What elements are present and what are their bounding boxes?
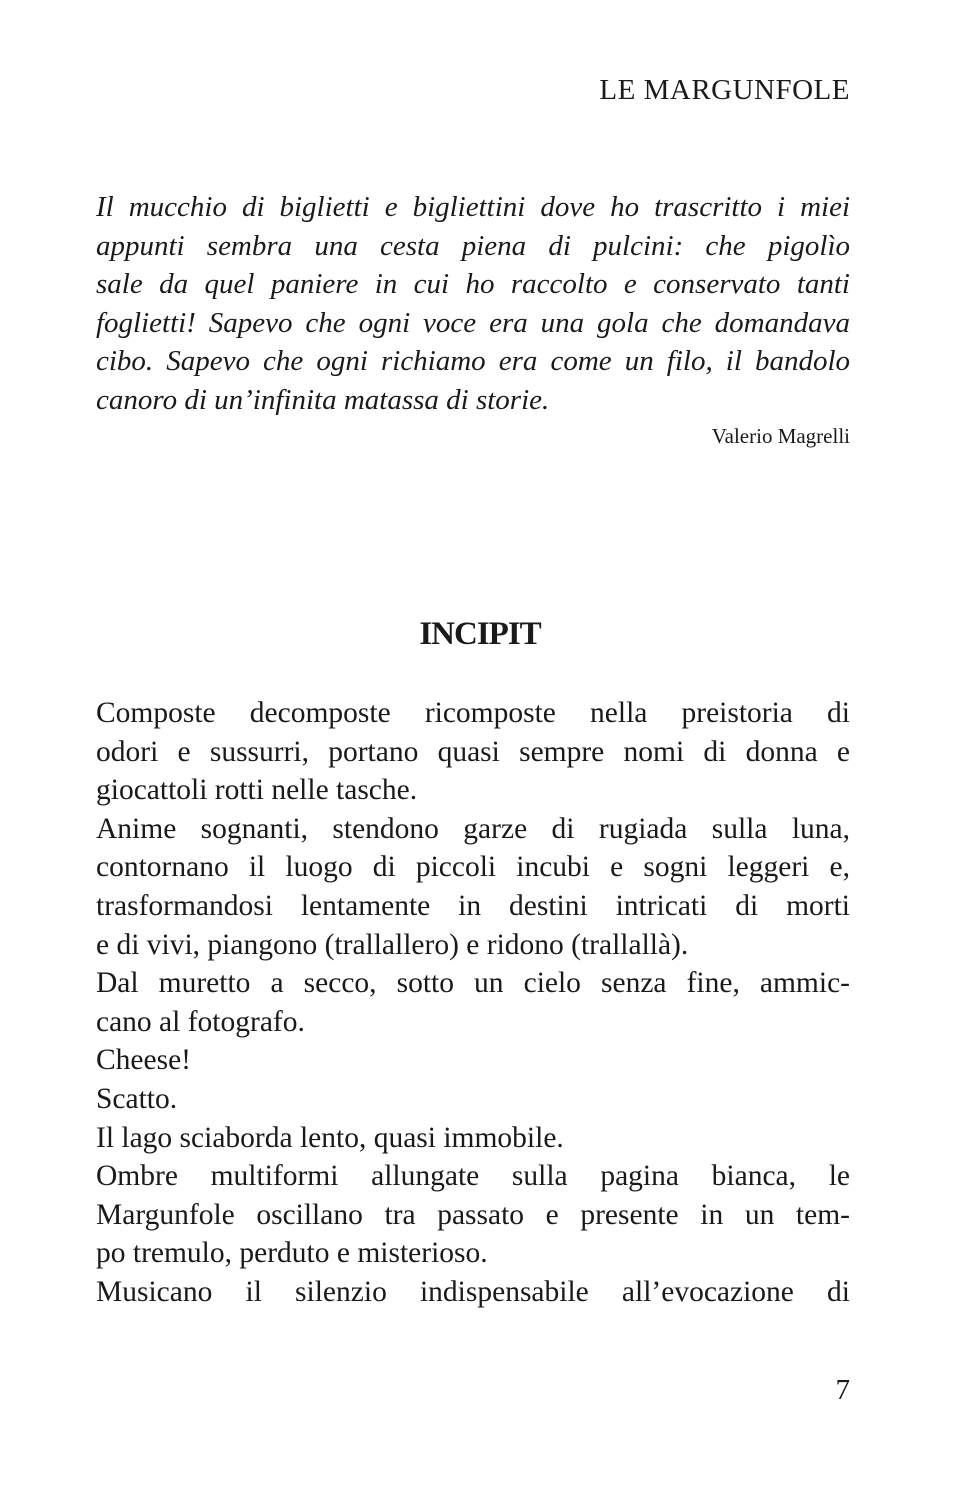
body-line: Composte decomposte ricomposte nella preistoria di xyxy=(96,697,850,729)
body-line: Ombre multiformi allungate sulla pagina bianca, le xyxy=(96,1160,850,1193)
body-line: Anime sognanti, stendono garze di rugiada sulla luna, xyxy=(96,812,850,845)
body-text xyxy=(96,694,850,1312)
body-line: Il lago sciaborda lento, quasi immobile. xyxy=(96,1121,564,1154)
body-line: po tremulo, perduto e misterioso. xyxy=(96,1237,488,1270)
body-line: cano al fotografo. xyxy=(96,1005,305,1038)
body-line: Scatto. xyxy=(96,1082,178,1115)
body-line: Dal muretto a secco, sotto un cielo senza fine, ammic- xyxy=(96,967,850,1000)
epigraph-line: foglietti! Sapevo che ogni voce era una gola che domandava xyxy=(96,306,850,339)
epigraph-line: cibo. Sapevo che ogni richiamo era come un filo, il bandolo xyxy=(96,345,850,378)
body-line: odori e sussurri, portano quasi sempre nomi di donna e xyxy=(96,735,850,768)
body-line: Margunfole oscillano tra passato e presente in un tem- xyxy=(96,1198,850,1231)
body-line: e di vivi, piangono (trallallero) e ridono (trallallà). xyxy=(96,928,689,961)
running-header: LE MARGUNFOLE xyxy=(599,74,850,106)
body-line: giocattoli rotti nelle tasche. xyxy=(96,774,418,807)
epigraph-line: sale da quel paniere in cui ho raccolto e conservato tanti xyxy=(96,268,850,301)
epigraph-line: canoro di un’infinita matassa di storie. xyxy=(96,383,550,416)
epigraph-attribution: Valerio Magrelli xyxy=(711,424,850,448)
chapter-title: INCIPIT xyxy=(419,616,541,652)
body-line: trasformandosi lentamente in destini intricati di morti xyxy=(96,889,850,922)
epigraph-line: Il mucchio di biglietti e bigliettini dove ho trascritto i miei xyxy=(96,191,850,223)
body-line: Musicano il silenzio indispensabile all’evocazione di xyxy=(96,1275,850,1308)
epigraph xyxy=(96,188,850,420)
body-line: contornano il luogo di piccoli incubi e sogni leggeri e, xyxy=(96,851,850,884)
epigraph-line: appunti sembra una cesta piena di pulcini: che pigolìo xyxy=(96,229,850,262)
page-number: 7 xyxy=(835,1374,850,1406)
body-line: Cheese! xyxy=(96,1044,192,1077)
